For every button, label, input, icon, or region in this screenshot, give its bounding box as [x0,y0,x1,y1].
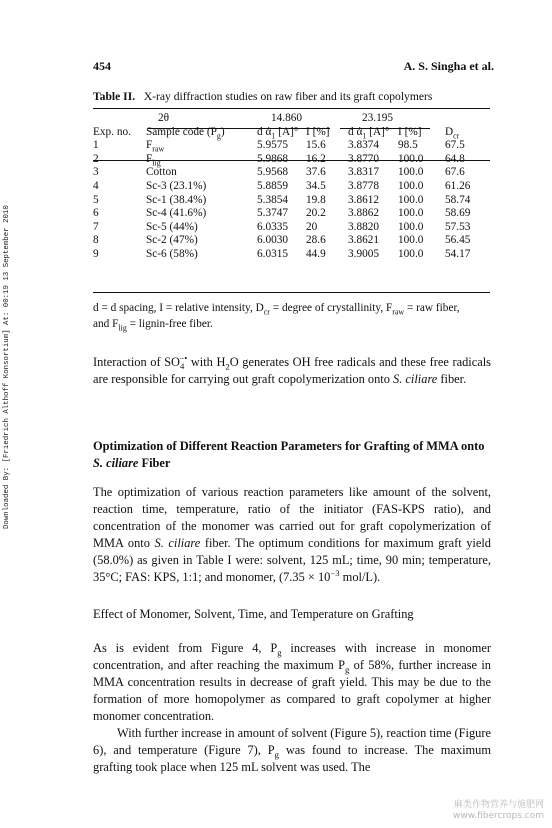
table-row [93,166,490,180]
cell-intensity-1: 16.2 [306,152,326,165]
table-group-header [93,112,490,126]
cell-exp-no: 9 [93,247,99,260]
cell-intensity-2: 100.0 [398,179,424,192]
xrd-table [93,112,490,262]
col-intensity-1: I [%] [306,125,330,138]
cell-intensity-1: 20.2 [306,207,326,220]
cell-crystallinity: 64.8 [445,152,465,165]
table-caption [93,90,432,103]
table-row [93,180,490,194]
section-title: Optimization of Different Reaction Parameters for Grafting of MMA onto S. ciliare Fiber [93,439,485,470]
cell-intensity-1: 15.6 [306,139,326,152]
cell-exp-no: 2 [93,152,99,165]
cell-d-spacing-1: 6.0315 [257,247,289,260]
subsection-title: Effect of Monomer, Solvent, Time, and Temperature on Grafting [93,607,414,621]
cell-sample-code: $F_{lig}$ [146,152,161,168]
cell-d-spacing-1: 5.9868 [257,152,289,165]
cell-exp-no: 6 [93,207,99,220]
cell-intensity-1: 34.5 [306,179,326,192]
cell-crystallinity: 56.45 [445,234,471,247]
paragraph-radicals: Interaction of $SO_4^{-•}$ with $H_2O$ generates OH free radicals and these free radicals are responsible for carrying out graft copolymerization onto S. ciliare fiber. [93,352,491,386]
cell-d-spacing-2: 3.9005 [348,247,380,260]
table-row [93,139,490,153]
table-row [93,248,490,262]
watermark-line-1: 麻类作物营养与施肥网 [453,800,544,810]
cell-d-spacing-2: 3.8820 [348,220,380,233]
col-exp-no: Exp. no. [93,125,131,138]
table-caption-label: Table II. [93,90,136,103]
cell-d-spacing-2: 3.8374 [348,139,380,152]
cell-d-spacing-1: 5.8859 [257,179,289,192]
cell-sample-code: Sc-3 (23.1%) [146,179,207,192]
table-top-rule [93,108,490,109]
cell-crystallinity: 54.17 [445,247,471,260]
cell-exp-no: 7 [93,220,99,233]
cell-exp-no: 5 [93,193,99,206]
theta-header: 2θ [158,112,170,124]
table-row [93,207,490,221]
cell-intensity-2: 100.0 [398,207,424,220]
running-head-authors: A. S. Singha et al. [403,59,494,73]
cell-d-spacing-1: 5.3854 [257,193,289,206]
cell-d-spacing-2: 3.8770 [348,152,380,165]
cell-crystallinity: 57.53 [445,220,471,233]
cell-intensity-1: 20 [306,220,318,233]
cell-d-spacing-1: 5.9575 [257,139,289,152]
cell-crystallinity: 58.69 [445,207,471,220]
cell-intensity-2: 100.0 [398,220,424,233]
paragraph-optimization: The optimization of various reaction parameters like amount of the solvent, reaction time, temperature, ratio of the initiator (FAS-KPS ratio), and concentration of the monomer was carried out for graft copolymerization of MMA onto S. ciliare fiber. The optimum conditions for maximum graft yield (58.0%) as given in Table I were: solvent, 125 mL; time, 90 min; temperature, 35°C; FAS: KPS, 1:1; and monomer, ($7.35 \times 10^{-3}$ mol/L). [93,485,491,584]
cell-intensity-2: 100.0 [398,166,424,179]
cell-intensity-1: 28.6 [306,234,326,247]
col-sample-code: Sample code $(P_g)$ [146,125,225,140]
cell-sample-code: Sc-2 (47%) [146,234,198,247]
table-bottom-rule [93,292,490,293]
table-row [93,194,490,208]
table-column-header [93,126,490,140]
table-footnote: d = d spacing, I = relative intensity, $D_{cr}$ = degree of crystallinity, $F_{raw}$ = raw fiber, and $F_{lig}$ = lignin-free fiber. [93,302,460,333]
cell-crystallinity: 67.6 [445,166,465,179]
cell-d-spacing-2: 3.8862 [348,207,380,220]
paragraph-monomer-effect: As is evident from Figure 4, $P_g$ increases with increase in monomer concentration, and after reaching the maximum $P_g$ of 58%, further increase in MMA concentration results in decrease of graft yield. This may be due to the formation of more homopolymer as compared to graft copolymer at higher monomer concentration. [93,641,491,723]
cell-sample-code: Sc-6 (58%) [146,247,198,260]
cell-d-spacing-1: 5.9568 [257,166,289,179]
cell-exp-no: 1 [93,139,99,152]
cell-intensity-1: 44.9 [306,247,326,260]
cell-intensity-1: 37.6 [306,166,326,179]
cell-intensity-2: 98.5 [398,139,418,152]
cell-exp-no: 4 [93,179,99,192]
table-row [93,221,490,235]
cell-sample-code: Sc-5 (44%) [146,220,198,233]
cell-exp-no: 3 [93,166,99,179]
table-caption-text: X-ray diffraction studies on raw fiber and its graft copolymers [143,90,433,103]
col-crystallinity: $D_{cr}$ [445,125,460,140]
cell-sample-code: Sc-1 (38.4%) [146,193,207,206]
table-row [93,234,490,248]
group-header-2: 23.195 [362,112,394,124]
paragraph-solvent-effect: With further increase in amount of solvent (Figure 5), reaction time (Figure 6), and temperature (Figure 7), $P_g$ was found to increase. The maximum grafting took place when 125 mL solvent was used. The [93,726,491,774]
cell-crystallinity: 67.5 [445,139,465,152]
cell-exp-no: 8 [93,234,99,247]
cell-d-spacing-2: 3.8778 [348,179,380,192]
col-d-spacing-2: d $ά_1$ [A]° [348,125,390,140]
cell-crystallinity: 61.26 [445,179,471,192]
col-d-spacing-1: d $ά_1$ [A]° [257,125,299,140]
col-intensity-2: I [%] [398,125,422,138]
page-number: 454 [93,59,111,73]
cell-intensity-1: 19.8 [306,193,326,206]
cell-d-spacing-2: 3.8612 [348,193,380,206]
watermark [453,800,544,822]
cell-d-spacing-2: 3.8621 [348,234,380,247]
cell-d-spacing-1: 6.0335 [257,220,289,233]
cell-intensity-2: 100.0 [398,234,424,247]
group-header-1: 14.860 [271,112,303,124]
cell-sample-code: Sc-4 (41.6%) [146,207,207,220]
watermark-line-2: www.fibercrops.com [453,811,544,821]
cell-sample-code: Cotton [146,166,177,179]
cell-intensity-2: 100.0 [398,193,424,206]
cell-intensity-2: 100.0 [398,247,424,260]
cell-d-spacing-1: 5.3747 [257,207,289,220]
table-row [93,153,490,167]
cell-d-spacing-2: 3.8317 [348,166,380,179]
cell-d-spacing-1: 6.0030 [257,234,289,247]
cell-crystallinity: 58.74 [445,193,471,206]
download-stamp: Downloaded By: [Friedrich Althoff Konsortium] At: 00:19 13 September 2010 [3,205,11,529]
cell-sample-code: $F_{raw}$ [146,139,165,154]
cell-intensity-2: 100.0 [398,152,424,165]
